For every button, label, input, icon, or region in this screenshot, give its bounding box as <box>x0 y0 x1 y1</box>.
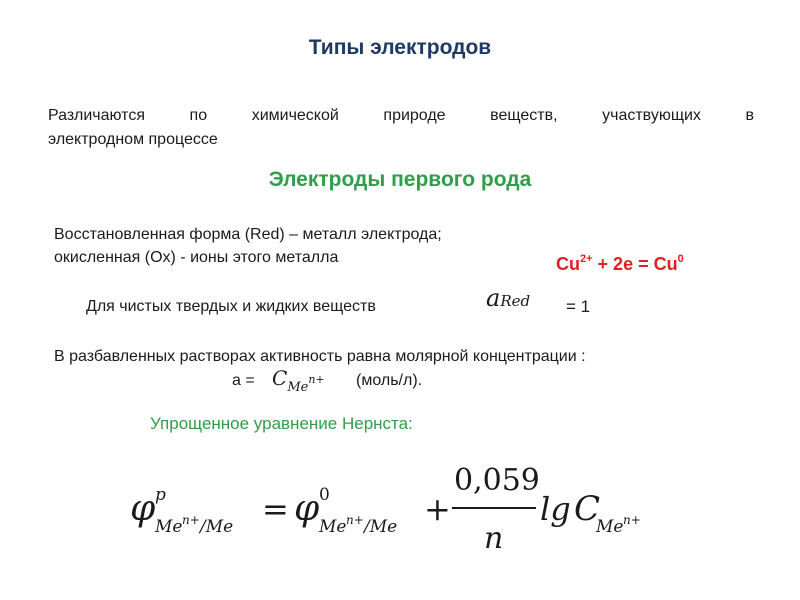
nernst-sub-me-left: Me <box>155 517 183 537</box>
reaction-lhs: Cu <box>556 254 580 274</box>
nernst-numerator: 0,059 <box>454 463 540 498</box>
nernst-lg: lg <box>540 490 571 528</box>
nernst-equation <box>0 440 800 570</box>
reaction-lhs-charge: 2+ <box>580 253 593 265</box>
activity-eq-unit: (моль/л). <box>356 372 423 389</box>
red-form-text: Восстановленная форма (Red) – металл электрода; <box>54 226 442 243</box>
nernst-c: C <box>574 489 601 529</box>
nernst-plus: + <box>424 490 451 528</box>
slide-title: Типы электродов <box>308 36 492 59</box>
ox-form-text: окисленная (Ox) - ионы этого металла <box>54 249 339 266</box>
copper-reaction <box>556 254 684 275</box>
pure-substances-text: Для чистых твердых и жидких веществ <box>86 298 376 315</box>
concentration-c: C <box>272 366 288 390</box>
activity-red-symbol <box>486 284 530 312</box>
nernst-sup-p: p <box>155 485 166 505</box>
nernst-phi-right: φ <box>294 488 320 529</box>
nernst-sub-n-c: n+ <box>623 513 641 527</box>
activity-red-subscript: Red <box>500 292 531 310</box>
nernst-equals: = <box>262 490 289 528</box>
activity-eq-lhs: а = <box>232 372 255 389</box>
nernst-sub-me-c: Me <box>596 517 624 537</box>
concentration-sup: n+ <box>308 373 325 386</box>
activity-a: a <box>486 284 501 312</box>
reaction-rhs-charge: 0 <box>677 253 684 265</box>
nernst-denominator: n <box>484 521 504 556</box>
nernst-sub-slash-me-right: /Me <box>364 517 398 537</box>
dilute-solutions-text: В разбавленных растворах активность равна молярной концентрации : <box>54 348 586 365</box>
reaction-middle: + 2e = Cu <box>592 254 678 274</box>
nernst-phi-left: φ <box>130 488 156 529</box>
concentration-symbol <box>272 366 325 395</box>
section-subtitle: Электроды первого рода <box>268 168 532 191</box>
nernst-sub-slash-me-left: /Me <box>200 517 234 537</box>
intro-text-line1: Различаются по химической природе веществ, участвующих в <box>48 107 754 124</box>
concentration-sub: Me <box>287 380 309 395</box>
nernst-sub-n-right: n+ <box>346 513 364 527</box>
intro-text-line2: электродном процессе <box>48 131 218 148</box>
activity-value: = 1 <box>566 297 591 316</box>
nernst-sup-0: 0 <box>319 485 330 505</box>
nernst-sub-me-right: Me <box>319 517 347 537</box>
nernst-sub-n-left: n+ <box>182 513 200 527</box>
nernst-label: Упрощенное уравнение Нернста: <box>150 414 413 433</box>
